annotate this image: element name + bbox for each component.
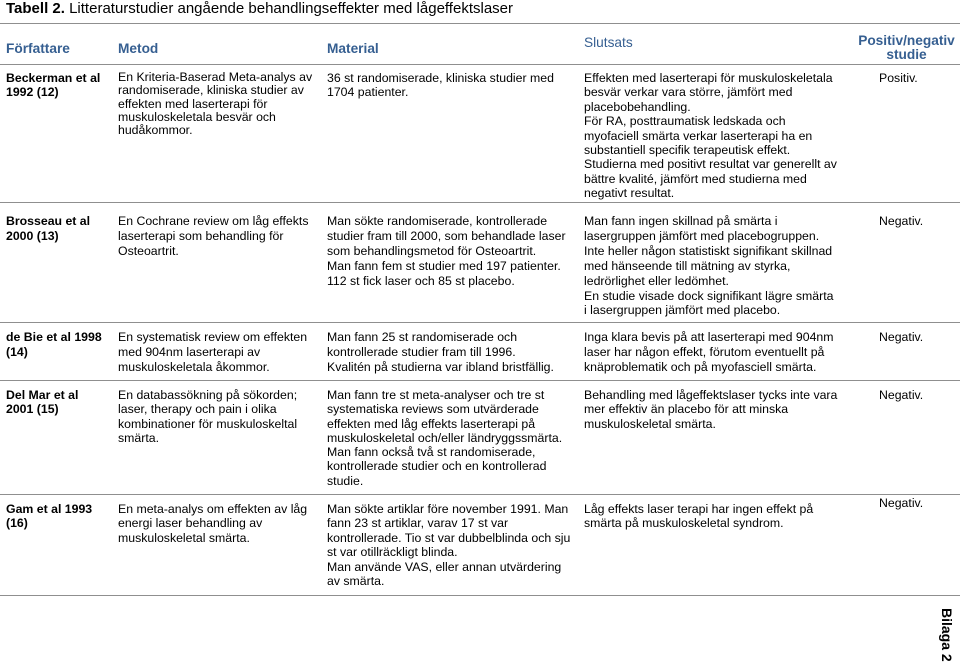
- material-line: som behandlingsmetod för Osteoartrit.: [327, 243, 537, 258]
- method-line: smärta.: [118, 430, 159, 445]
- material-line: 112 st fick laser och 85 st placebo.: [327, 273, 515, 288]
- table-caption: [6, 0, 513, 17]
- method-line: muskuloskeletala åkommor.: [118, 360, 270, 374]
- material-cell: [327, 71, 554, 100]
- material-line: Man fann också två st randomiserade,: [327, 445, 536, 460]
- result-cell: Negativ.: [879, 496, 924, 510]
- column-header-material: Material: [327, 41, 379, 56]
- author-cell: [6, 214, 90, 244]
- method-cell: [118, 214, 308, 259]
- conclusion-line: med hänseende till mätning av styrka,: [584, 258, 791, 273]
- horizontal-rule: [0, 23, 960, 24]
- conclusion-line: Studierna med positivt resultat var generellt av: [584, 157, 837, 172]
- author-line: 2001 (15): [6, 402, 59, 417]
- horizontal-rule: [0, 494, 960, 495]
- conclusion-line: knäproblematik och på myofasciell smärta.: [584, 360, 817, 374]
- material-line: fann 23 st artiklar, varav 17 st var: [327, 516, 509, 531]
- author-line: 1992 (12): [6, 85, 59, 100]
- conclusion-line: Inga klara bevis på att laserterapi med 904nm: [584, 330, 834, 344]
- conclusion-line: bättre kvalité, jämfört med studierna med: [584, 171, 807, 186]
- material-line: Kvalitén på studierna var ibland bristfällig.: [327, 360, 554, 374]
- conclusion-cell: [584, 71, 837, 201]
- conclusion-line: besvär verkar vara större, jämfört med: [584, 85, 793, 100]
- method-line: effekten med laserterapi för: [118, 96, 268, 111]
- column-header-author: Författare: [6, 41, 70, 56]
- method-cell: [118, 502, 307, 545]
- conclusion-line: För RA, posttraumatisk ledskada och: [584, 114, 786, 129]
- method-line: energi laser behandling av: [118, 516, 263, 531]
- conclusion-line: laser har någon effekt, förutom eventuellt på: [584, 345, 825, 359]
- author-cell: [6, 502, 92, 531]
- method-line: En Kriteria-Baserad Meta-analys av: [118, 70, 313, 84]
- method-line: Osteoartrit.: [118, 243, 179, 258]
- author-cell: [6, 330, 102, 360]
- conclusion-line: lasergruppen jämfört med placebogruppen.: [584, 228, 820, 243]
- material-line: 1704 patienter.: [327, 85, 409, 100]
- horizontal-rule: [0, 64, 960, 65]
- material-line: Man sökte randomiserade, kontrollerade: [327, 214, 548, 228]
- table-title: Litteraturstudier angående behandlingseffekter med lågeffektslaser: [69, 0, 513, 17]
- conclusion-line: Man fann ingen skillnad på smärta i: [584, 214, 778, 228]
- conclusion-line: smärta på muskuloskeletal syndrom.: [584, 516, 784, 531]
- conclusion-line: Låg effekts laser terapi har ingen effekt på: [584, 502, 814, 516]
- author-line: Brosseau et al: [6, 214, 91, 228]
- column-header-conclusion: Slutsats: [584, 35, 633, 50]
- method-line: randomiserade, kliniska studier av: [118, 83, 304, 98]
- column-header-method: Metod: [118, 41, 159, 56]
- conclusion-line: negativt resultat.: [584, 186, 675, 201]
- author-line: 2000 (13): [6, 228, 59, 243]
- method-cell: [118, 330, 307, 375]
- conclusion-line: En studie visade dock signifikant lägre smärta: [584, 288, 834, 303]
- material-cell: [327, 388, 562, 488]
- conclusion-line: mer effektiv än placebo för att minska: [584, 402, 789, 417]
- method-line: En databassökning på sökorden;: [118, 388, 298, 402]
- method-line: laser, therapy och pain i olika: [118, 402, 277, 417]
- material-line: Man fann 25 st randomiserade och: [327, 330, 518, 344]
- method-line: En Cochrane review om låg effekts: [118, 214, 309, 228]
- column-header-result-line: studie: [886, 47, 927, 62]
- result-cell: Negativ.: [879, 214, 924, 228]
- method-line: kombinationer för muskuloskeltal: [118, 416, 298, 431]
- conclusion-line: placebobehandling.: [584, 99, 691, 114]
- conclusion-line: Effekten med laserterapi för muskuloskeletala: [584, 71, 833, 85]
- horizontal-rule: [0, 595, 960, 596]
- author-cell: [6, 71, 100, 100]
- conclusion-cell: [584, 214, 833, 318]
- material-line: st var otillräckligt blinda.: [327, 545, 458, 560]
- material-cell: [327, 330, 554, 375]
- material-line: av smärta.: [327, 574, 385, 589]
- conclusion-cell: [584, 388, 837, 431]
- horizontal-rule: [0, 322, 960, 323]
- result-cell: Negativ.: [879, 330, 924, 344]
- method-cell: [118, 71, 312, 137]
- material-line: Man fann fem st studier med 197 patienter.: [327, 258, 561, 273]
- result-cell: Positiv.: [879, 71, 918, 85]
- material-line: kontrollerade. Tio st var dubbelblinda och sju: [327, 530, 571, 545]
- method-line: med 904nm laserterapi av: [118, 345, 261, 359]
- conclusion-line: ledrörlighet eller ledömhet.: [584, 273, 729, 288]
- conclusion-line: i lasergruppen jämfört med placebo.: [584, 303, 781, 318]
- column-header-result: [858, 34, 955, 62]
- author-line: Gam et al 1993: [6, 502, 93, 516]
- method-line: muskuloskeletal smärta.: [118, 530, 250, 545]
- conclusion-cell: [584, 502, 813, 531]
- conclusion-line: muskuloskeletal smärta.: [584, 416, 716, 431]
- author-line: (14): [6, 345, 28, 359]
- method-line: En meta-analys om effekten av låg: [118, 502, 308, 516]
- author-line: Del Mar et al: [6, 388, 79, 402]
- method-line: muskuloskeletala besvär och: [118, 109, 276, 124]
- material-line: studier fram till 2000, som behandlade laser: [327, 228, 566, 243]
- conclusion-line: myofaciell smärta verkar laserterapi ha en: [584, 128, 813, 143]
- author-line: (16): [6, 516, 28, 531]
- conclusion-line: Behandling med lågeffektslaser tycks inte vara: [584, 388, 838, 402]
- material-line: 36 st randomiserade, kliniska studier med: [327, 71, 554, 85]
- horizontal-rule: [0, 380, 960, 381]
- author-line: de Bie et al 1998: [6, 330, 102, 344]
- method-line: hudåkommor.: [118, 123, 193, 138]
- material-line: kontrollerade studier och en kontrollerad: [327, 459, 547, 474]
- material-line: systematiska reviews som utvärderade: [327, 402, 539, 417]
- material-cell: [327, 502, 570, 588]
- result-cell: Negativ.: [879, 388, 924, 402]
- material-line: Man använde VAS, eller annan utvärdering: [327, 559, 562, 574]
- author-line: Beckerman et al: [6, 71, 101, 85]
- horizontal-rule: [0, 202, 960, 203]
- material-line: Man sökte artiklar före november 1991. Man: [327, 502, 569, 516]
- method-cell: [118, 388, 297, 445]
- conclusion-cell: [584, 330, 834, 375]
- material-line: studie.: [327, 473, 364, 488]
- material-line: muskuloskeletal och/eller ländryggssmärta.: [327, 430, 563, 445]
- material-line: effekten med låg effekts laserterapi på: [327, 416, 536, 431]
- material-cell: [327, 214, 566, 289]
- table-number: Tabell 2.: [6, 0, 65, 17]
- material-line: kontrollerade studier fram till 1996.: [327, 345, 516, 359]
- material-line: Man fann tre st meta-analyser och tre st: [327, 388, 545, 402]
- conclusion-line: substantiell specifik terapeutisk effekt.: [584, 143, 791, 158]
- author-cell: [6, 388, 78, 417]
- conclusion-line: Inte heller någon statistiskt signifikant skillnad: [584, 243, 833, 258]
- method-line: En systematisk review om effekten: [118, 330, 308, 344]
- column-header-result-line: Positiv/negativ: [858, 33, 955, 48]
- method-line: laserterapi som behandling för: [118, 228, 284, 243]
- appendix-label: Bilaga 2: [939, 608, 955, 662]
